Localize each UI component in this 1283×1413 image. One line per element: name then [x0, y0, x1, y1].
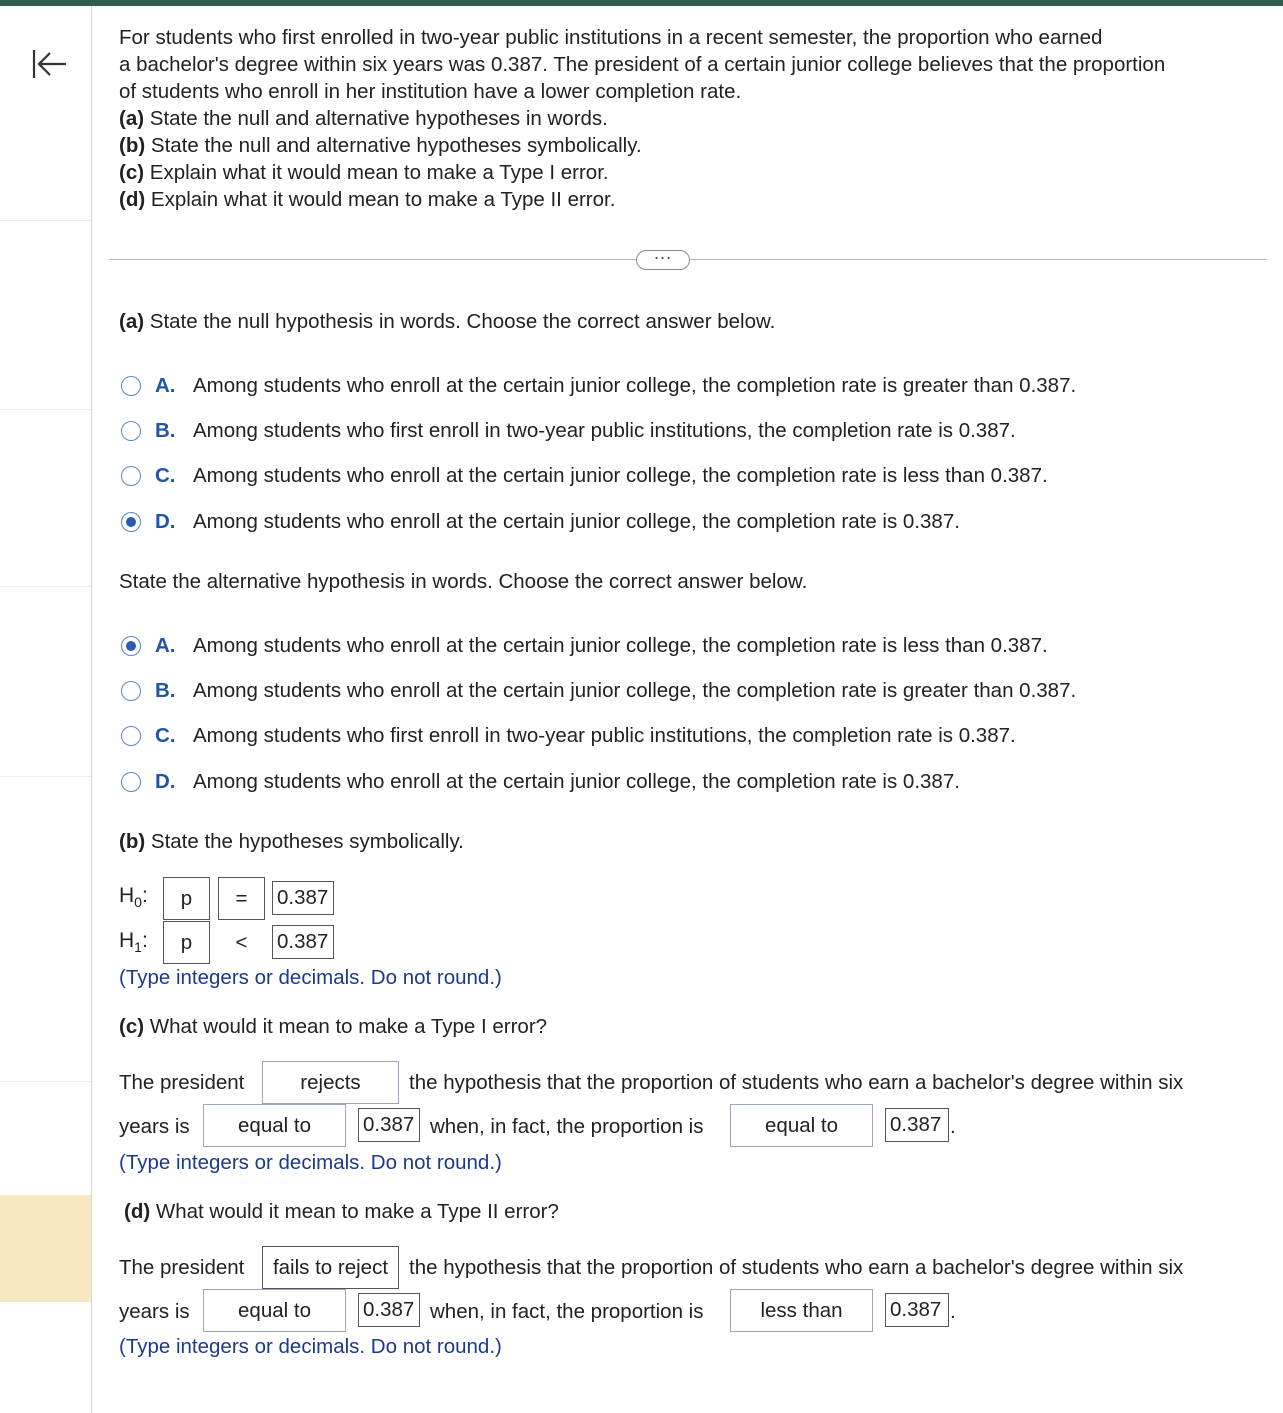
null-option-c[interactable]	[121, 461, 1048, 491]
type1-sentence-middle: the hypothesis that the proportion of students who earn a bachelor's degree within six	[409, 1071, 1184, 1094]
type2-when-in-fact: when, in fact, the proportion is	[430, 1300, 704, 1323]
question-line: For students who first enrolled in two-year public institutions in a recent semester, the proportion who earned	[119, 26, 1103, 49]
null-option-b[interactable]	[121, 416, 1016, 446]
type1-years-is: years is	[119, 1115, 190, 1138]
option-letter: B.	[155, 419, 176, 442]
h-letter: H	[119, 884, 135, 907]
top-bar	[0, 0, 1283, 6]
part-tag: (a)	[119, 310, 145, 333]
sentence-period: .	[950, 1115, 956, 1138]
null-prompt	[119, 308, 775, 335]
collapse-panel-icon[interactable]	[28, 46, 68, 82]
current-question-highlight[interactable]	[0, 1195, 91, 1302]
h-subscript: 0	[134, 894, 142, 911]
h1-parameter-field[interactable]: p	[163, 921, 210, 964]
part-d-note: (Type integers or decimals. Do not round.)	[119, 1335, 502, 1358]
part-text: State the null and alternative hypotheses symbolically.	[150, 134, 642, 157]
radio-button[interactable]	[121, 376, 141, 396]
part-text: State the null and alternative hypotheses in words.	[149, 107, 608, 130]
option-text: Among students who first enroll in two-year public institutions, the completion rate is 0.387.	[193, 724, 1016, 747]
type1-sentence-start: The president	[119, 1071, 245, 1094]
left-panel-divider	[0, 586, 91, 587]
part-c-prompt	[119, 1013, 547, 1040]
h1-label: $H_1$:	[119, 929, 148, 956]
type2-value2-field[interactable]: 0.387	[885, 1293, 949, 1327]
left-panel-divider	[0, 409, 91, 410]
left-panel-divider	[0, 776, 91, 777]
type1-value1-field[interactable]: 0.387	[358, 1108, 420, 1142]
h0-label: $H_0$:	[119, 884, 148, 911]
radio-button[interactable]	[121, 466, 141, 486]
type2-relation1-dropdown[interactable]: equal to	[203, 1289, 346, 1332]
part-tag: (c)	[119, 1015, 145, 1038]
alt-prompt: State the alternative hypothesis in words. Choose the correct answer below.	[119, 570, 808, 593]
left-panel-divider	[0, 1081, 91, 1082]
prompt-text: State the null hypothesis in words. Choose the correct answer below.	[149, 310, 776, 333]
ellipsis-icon: ...	[653, 243, 672, 263]
question-line: a bachelor's degree within six years was 0.387. The president of a certain junior college believes that the proportion	[119, 53, 1166, 76]
alt-option-b[interactable]	[121, 676, 1076, 706]
option-letter: B.	[155, 679, 176, 702]
part-text: Explain what it would mean to make a Type II error.	[150, 188, 616, 211]
h-letter: H	[119, 929, 135, 952]
alt-option-c[interactable]	[121, 721, 1016, 751]
type1-action-dropdown[interactable]: rejects	[262, 1061, 399, 1104]
part-c-note: (Type integers or decimals. Do not round.)	[119, 1151, 502, 1174]
h1-operator-field[interactable]: <	[218, 921, 265, 964]
part-d-prompt	[124, 1198, 559, 1225]
prompt-text: What would it mean to make a Type I error?	[149, 1015, 548, 1038]
option-letter: C.	[155, 464, 176, 487]
part-tag: (c)	[119, 161, 145, 184]
part-text: Explain what it would mean to make a Type I error.	[149, 161, 609, 184]
type1-when-in-fact: when, in fact, the proportion is	[430, 1115, 704, 1138]
part-tag: (b)	[119, 134, 146, 157]
h-subscript: 1	[134, 939, 142, 956]
type1-value2-field[interactable]: 0.387	[885, 1108, 949, 1142]
part-tag: (a)	[119, 107, 145, 130]
radio-button[interactable]	[121, 681, 141, 701]
prompt-text: State the hypotheses symbolically.	[150, 830, 464, 853]
question-line: of students who enroll in her institution have a lower completion rate.	[119, 80, 742, 103]
radio-button-selected[interactable]	[121, 636, 141, 656]
question-part-c	[119, 159, 609, 186]
more-options-button[interactable]	[636, 243, 690, 270]
radio-button[interactable]	[121, 772, 141, 792]
option-letter: A.	[155, 374, 176, 397]
type2-sentence-middle: the hypothesis that the proportion of students who earn a bachelor's degree within six	[409, 1256, 1184, 1279]
part-tag: (d)	[119, 188, 146, 211]
part-tag: (d)	[124, 1200, 151, 1223]
radio-button[interactable]	[121, 726, 141, 746]
type2-years-is: years is	[119, 1300, 190, 1323]
option-letter: A.	[155, 634, 176, 657]
type1-relation2-dropdown[interactable]: equal to	[730, 1104, 873, 1147]
question-part-d	[119, 186, 615, 213]
option-text: Among students who enroll at the certain junior college, the completion rate is less than 0.387.	[193, 464, 1048, 487]
h0-parameter-field[interactable]: p	[163, 877, 210, 920]
option-text: Among students who enroll at the certain junior college, the completion rate is greater than 0.387.	[193, 374, 1077, 397]
question-part-a	[119, 105, 608, 132]
option-text: Among students who enroll at the certain junior college, the completion rate is greater than 0.387.	[193, 679, 1077, 702]
option-text: Among students who enroll at the certain junior college, the completion rate is 0.387.	[193, 770, 960, 793]
part-b-note: (Type integers or decimals. Do not round.)	[119, 966, 502, 989]
radio-button[interactable]	[121, 421, 141, 441]
left-panel	[0, 6, 92, 1413]
prompt-text: What would it mean to make a Type II error?	[155, 1200, 559, 1223]
type2-action-dropdown[interactable]: fails to reject	[262, 1246, 399, 1289]
radio-button-selected[interactable]	[121, 512, 141, 532]
option-text: Among students who enroll at the certain junior college, the completion rate is 0.387.	[193, 510, 960, 533]
alt-option-a[interactable]	[121, 631, 1048, 661]
sentence-period: .	[950, 1300, 956, 1323]
part-tag: (b)	[119, 830, 146, 853]
h0-value-field[interactable]: 0.387	[272, 881, 334, 915]
h1-value-field[interactable]: 0.387	[272, 925, 334, 959]
type2-sentence-start: The president	[119, 1256, 245, 1279]
h0-operator-field[interactable]: =	[218, 877, 265, 920]
null-option-a[interactable]	[121, 371, 1076, 401]
option-letter: D.	[155, 770, 176, 793]
option-letter: C.	[155, 724, 176, 747]
type2-value1-field[interactable]: 0.387	[358, 1293, 420, 1327]
option-letter: D.	[155, 510, 176, 533]
null-option-d[interactable]	[121, 507, 960, 537]
option-text: Among students who enroll at the certain junior college, the completion rate is less than 0.387.	[193, 634, 1048, 657]
type1-relation1-dropdown[interactable]: equal to	[203, 1104, 346, 1147]
type2-relation2-dropdown[interactable]: less than	[730, 1289, 873, 1332]
left-panel-divider	[0, 220, 91, 221]
alt-option-d[interactable]	[121, 767, 960, 797]
question-part-b	[119, 132, 642, 159]
part-b-prompt	[119, 828, 464, 855]
option-text: Among students who first enroll in two-year public institutions, the completion rate is 0.387.	[193, 419, 1016, 442]
